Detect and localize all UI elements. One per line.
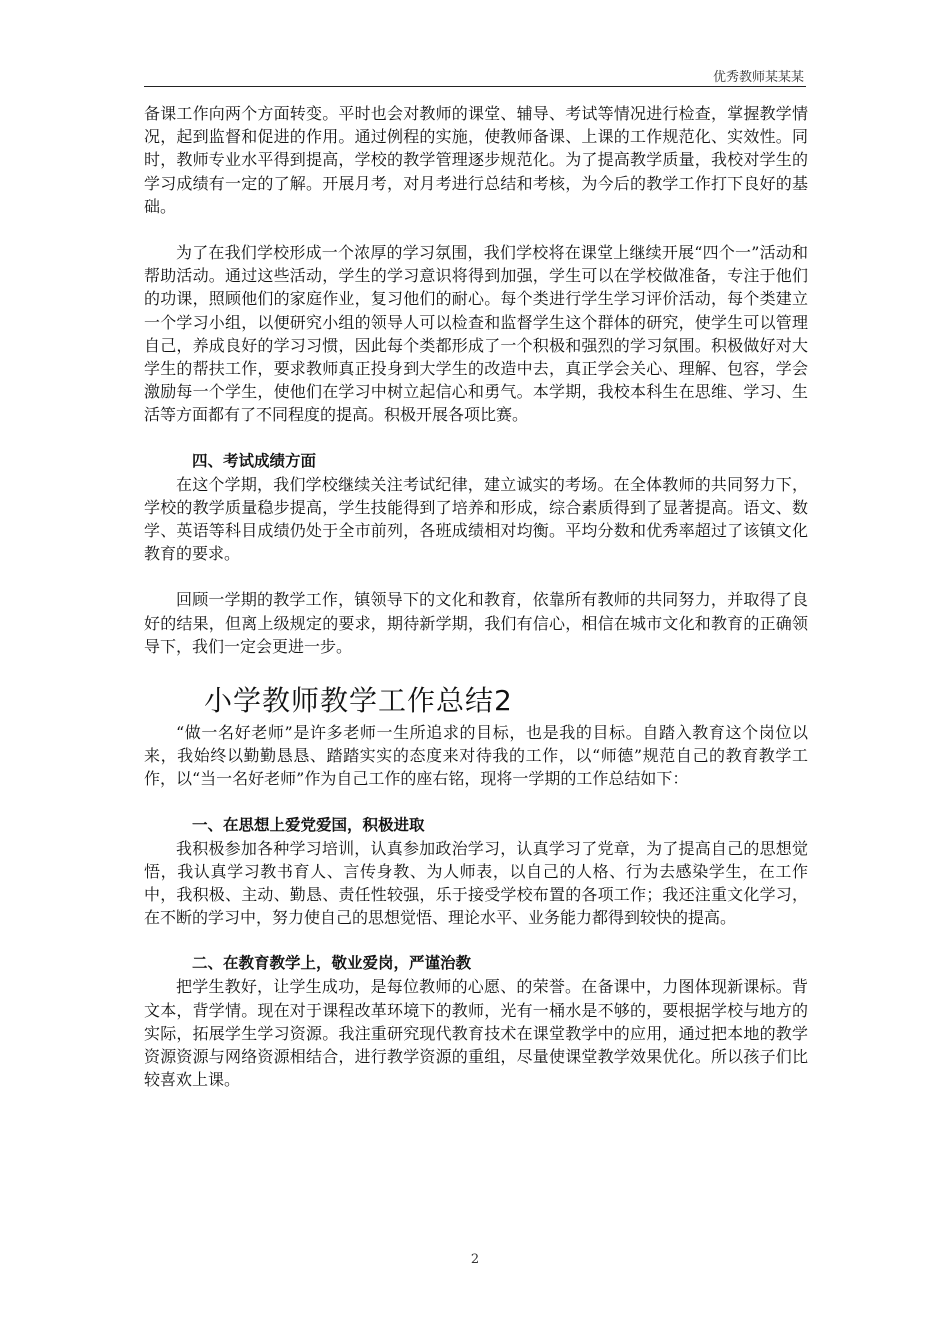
page-header: 优秀教师某某某 [712,70,804,85]
paragraph: 把学生教好，让学生成功，是每位教师的心愿、的荣誉。在备课中，力图体现新课标。背文本，背学情。现在对于课程改革环境下的教师，光有一桶水是不够的，要根据学校与地方的实际，拓展学生学习资源。我注重研究现代教育技术在课堂教学中的应用，通过把本地的教学资源资源与网络资源相结合，进行教学资源的重组，尽量使课堂教学效果优化。所以孩子们比较喜欢上课。 [144,977,808,1090]
paragraph: 为了在我们学校形成一个浓厚的学习氛围，我们学校将在课堂上继续开展“四个一”活动和帮助活动。通过这些活动，学生的学习意识将得到加强，学生可以在学校做准备，专注于他们的功课，照顾他们的家庭作业，复习他们的耐心。每个类进行学生学习评价活动，每个类建立一个学习小组，以便研究小组的领导人可以检查和监督学生这个群体的研究，使学生可以管理自己，养成良好的学习习惯，因此每个类都形成了一个积极和强烈的学习氛围。积极做好对大学生的帮扶工作，要求教师真正投身到大学生的改造中去，真正学会关心、理解、包容，学会激励每一个学生，使他们在学习中树立起信心和勇气。本学期，我校本科生在思维、学习、生活等方面都有了不同程度的提高。积极开展各项比赛。 [144,243,808,425]
paragraph: 回顾一学期的教学工作，镇领导下的文化和教育，依靠所有教师的共同努力，并取得了良好的结果，但离上级规定的要求，期待新学期，我们有信心，相信在城市文化和教育的正确领导下，我们一定会更进一步。 [144,590,808,656]
paragraph: 备课工作向两个方面转变。平时也会对教师的课堂、辅导、考试等情况进行检查，掌握教学情况，起到监督和促进的作用。通过例程的实施，使教师备课、上课的工作规范化、实效性。同时，教师专业水平得到提高，学校的教学管理逐步规范化。为了提高教学质量，我校对学生的学习成绩有一定的了解。开展月考，对月考进行总结和考核，为今后的教学工作打下良好的基础。 [144,104,808,216]
document-title: 小学教师教学工作总结2 [204,684,513,718]
paragraph: “做一名好老师”是许多老师一生所追求的目标，也是我的目标。自踏入教育这个岗位以来，我始终以勤勤恳恳、踏踏实实的态度来对待我的工作，以“师德”规范自己的教育教学工作，以“当一名好老师”作为自己工作的座右铭，现将一学期的工作总结如下： [144,723,808,789]
paragraph: 我积极参加各种学习培训，认真参加政治学习，认真学习了党章，为了提高自己的思想觉悟，我认真学习教书育人、言传身教、为人师表，以自己的人格、行为去感染学生，在工作中，我积极、主动、勤恳、责任性较强，乐于接受学校布置的各项工作；我还注重文化学习，在不断的学习中，努力使自己的思想觉悟、理论水平、业务能力都得到较快的提高。 [144,838,808,928]
section-heading: 一、在思想上爱党爱国，积极进取 [192,815,425,834]
paragraph: 在这个学期，我们学校继续关注考试纪律，建立诚实的考场。在全体教师的共同努力下，学校的教学质量稳步提高，学生技能得到了培养和形成，综合素质得到了显著提高。语文、数学、英语等科目成绩仍处于全市前列，各班成绩相对均衡。平均分数和优秀率超过了该镇文化教育的要求。 [144,474,808,564]
section-heading: 二、在教育教学上，敬业爱岗，严谨治教 [192,954,472,973]
section-heading: 四、考试成绩方面 [192,451,317,470]
header-rule [144,86,806,87]
page-number: 2 [470,1252,480,1267]
document-body [144,102,808,1115]
